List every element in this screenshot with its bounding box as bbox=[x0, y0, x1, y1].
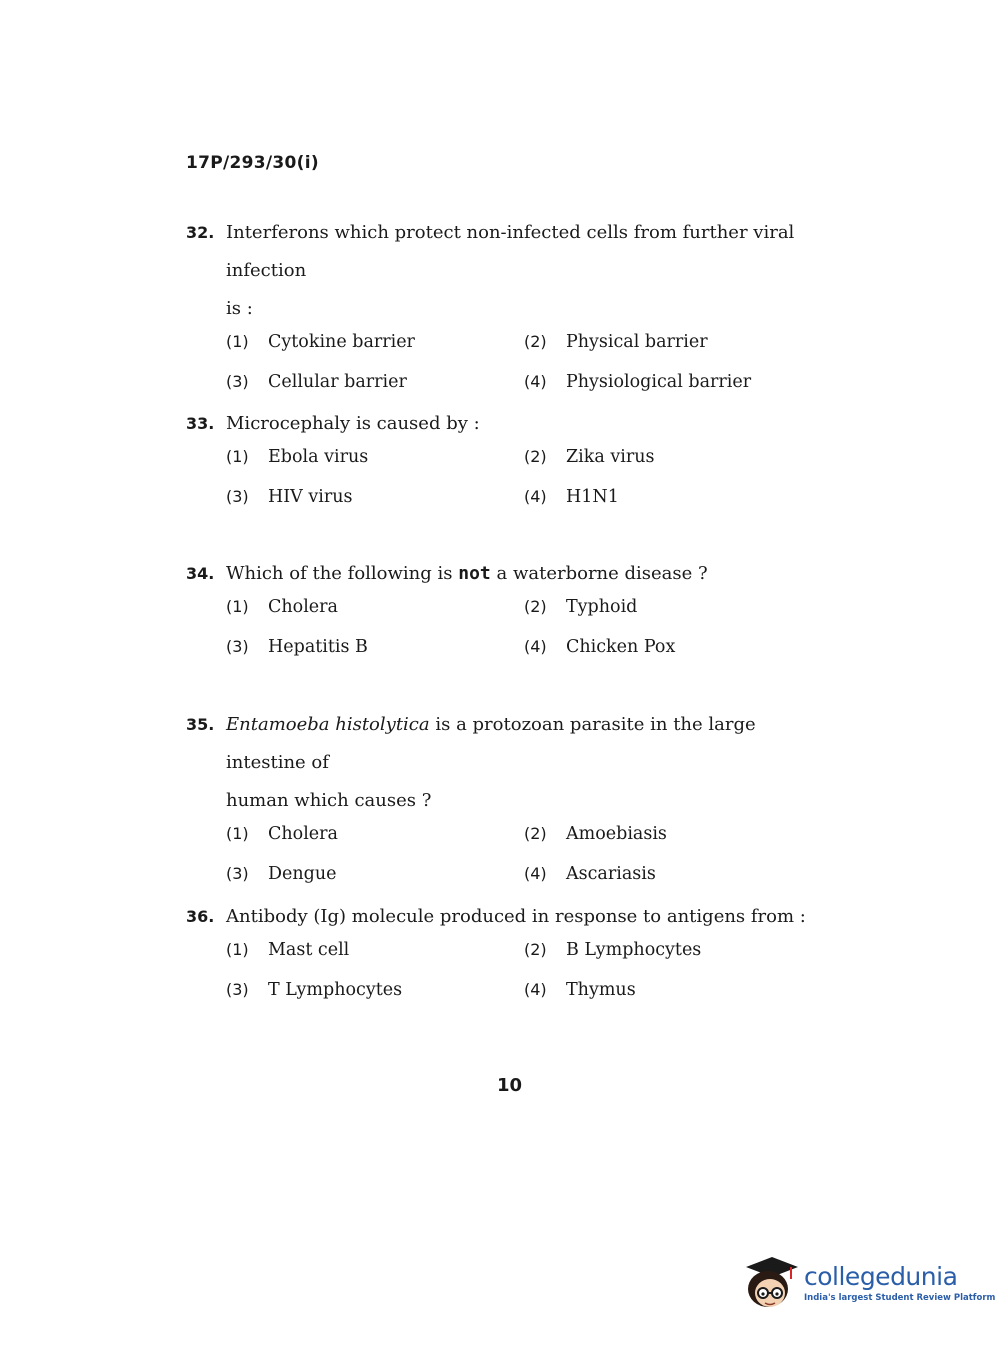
paper-code: 17P/293/30(i) bbox=[186, 153, 319, 173]
option: (4) H1N1 bbox=[524, 487, 619, 507]
option: (2) B Lymphocytes bbox=[524, 940, 702, 960]
option: (2) Physical barrier bbox=[524, 332, 708, 352]
question-text: Antibody (Ig) molecule produced in response to antigens from : bbox=[226, 906, 806, 927]
question-text: Interferons which protect non-infected cells from further viral infection bbox=[226, 222, 795, 281]
options-grid bbox=[226, 940, 826, 1000]
option: (3) T Lymphocytes bbox=[226, 980, 403, 1000]
logo-name: collegedunia bbox=[804, 1262, 958, 1291]
option: (3) Cellular barrier bbox=[226, 372, 407, 392]
option: (3) Dengue bbox=[226, 864, 337, 884]
option: (1) Cholera bbox=[226, 597, 338, 617]
question-32 bbox=[186, 214, 826, 392]
options-grid bbox=[226, 824, 826, 884]
logo-tagline: India's largest Student Review Platform bbox=[804, 1293, 996, 1303]
page-number: 10 bbox=[496, 1075, 523, 1096]
option: (2) Zika virus bbox=[524, 447, 655, 467]
options-grid bbox=[226, 597, 826, 657]
question-number: 35. bbox=[186, 715, 215, 734]
option: (1) Cholera bbox=[226, 824, 338, 844]
question-36 bbox=[186, 898, 826, 1000]
option: (4) Thymus bbox=[524, 980, 636, 1000]
question-text: Entamoeba histolytica is a protozoan parasite in the large intestine of bbox=[226, 714, 756, 773]
question-number: 36. bbox=[186, 907, 215, 926]
options-grid bbox=[226, 447, 826, 507]
options-grid bbox=[226, 332, 826, 392]
option: (1) Ebola virus bbox=[226, 447, 369, 467]
question-text-continued: is : bbox=[226, 298, 253, 319]
option: (4) Ascariasis bbox=[524, 864, 656, 884]
option: (3) HIV virus bbox=[226, 487, 353, 507]
option: (4) Chicken Pox bbox=[524, 637, 676, 657]
question-number: 34. bbox=[186, 564, 215, 583]
mascot-icon bbox=[740, 1253, 800, 1313]
option: (1) Cytokine barrier bbox=[226, 332, 415, 352]
option: (3) Hepatitis B bbox=[226, 637, 368, 657]
question-text: Microcephaly is caused by : bbox=[226, 413, 480, 434]
question-number: 32. bbox=[186, 223, 215, 242]
question-35 bbox=[186, 706, 826, 884]
option: (2) Typhoid bbox=[524, 597, 638, 617]
option: (4) Physiological barrier bbox=[524, 372, 752, 392]
question-34 bbox=[186, 555, 826, 657]
option: (2) Amoebiasis bbox=[524, 824, 667, 844]
question-33 bbox=[186, 405, 826, 507]
question-number: 33. bbox=[186, 414, 215, 433]
collegedunia-logo bbox=[740, 1248, 996, 1318]
option: (1) Mast cell bbox=[226, 940, 350, 960]
question-text: Which of the following is not a waterborne disease ? bbox=[226, 563, 708, 584]
question-text-continued: human which causes ? bbox=[226, 790, 432, 811]
